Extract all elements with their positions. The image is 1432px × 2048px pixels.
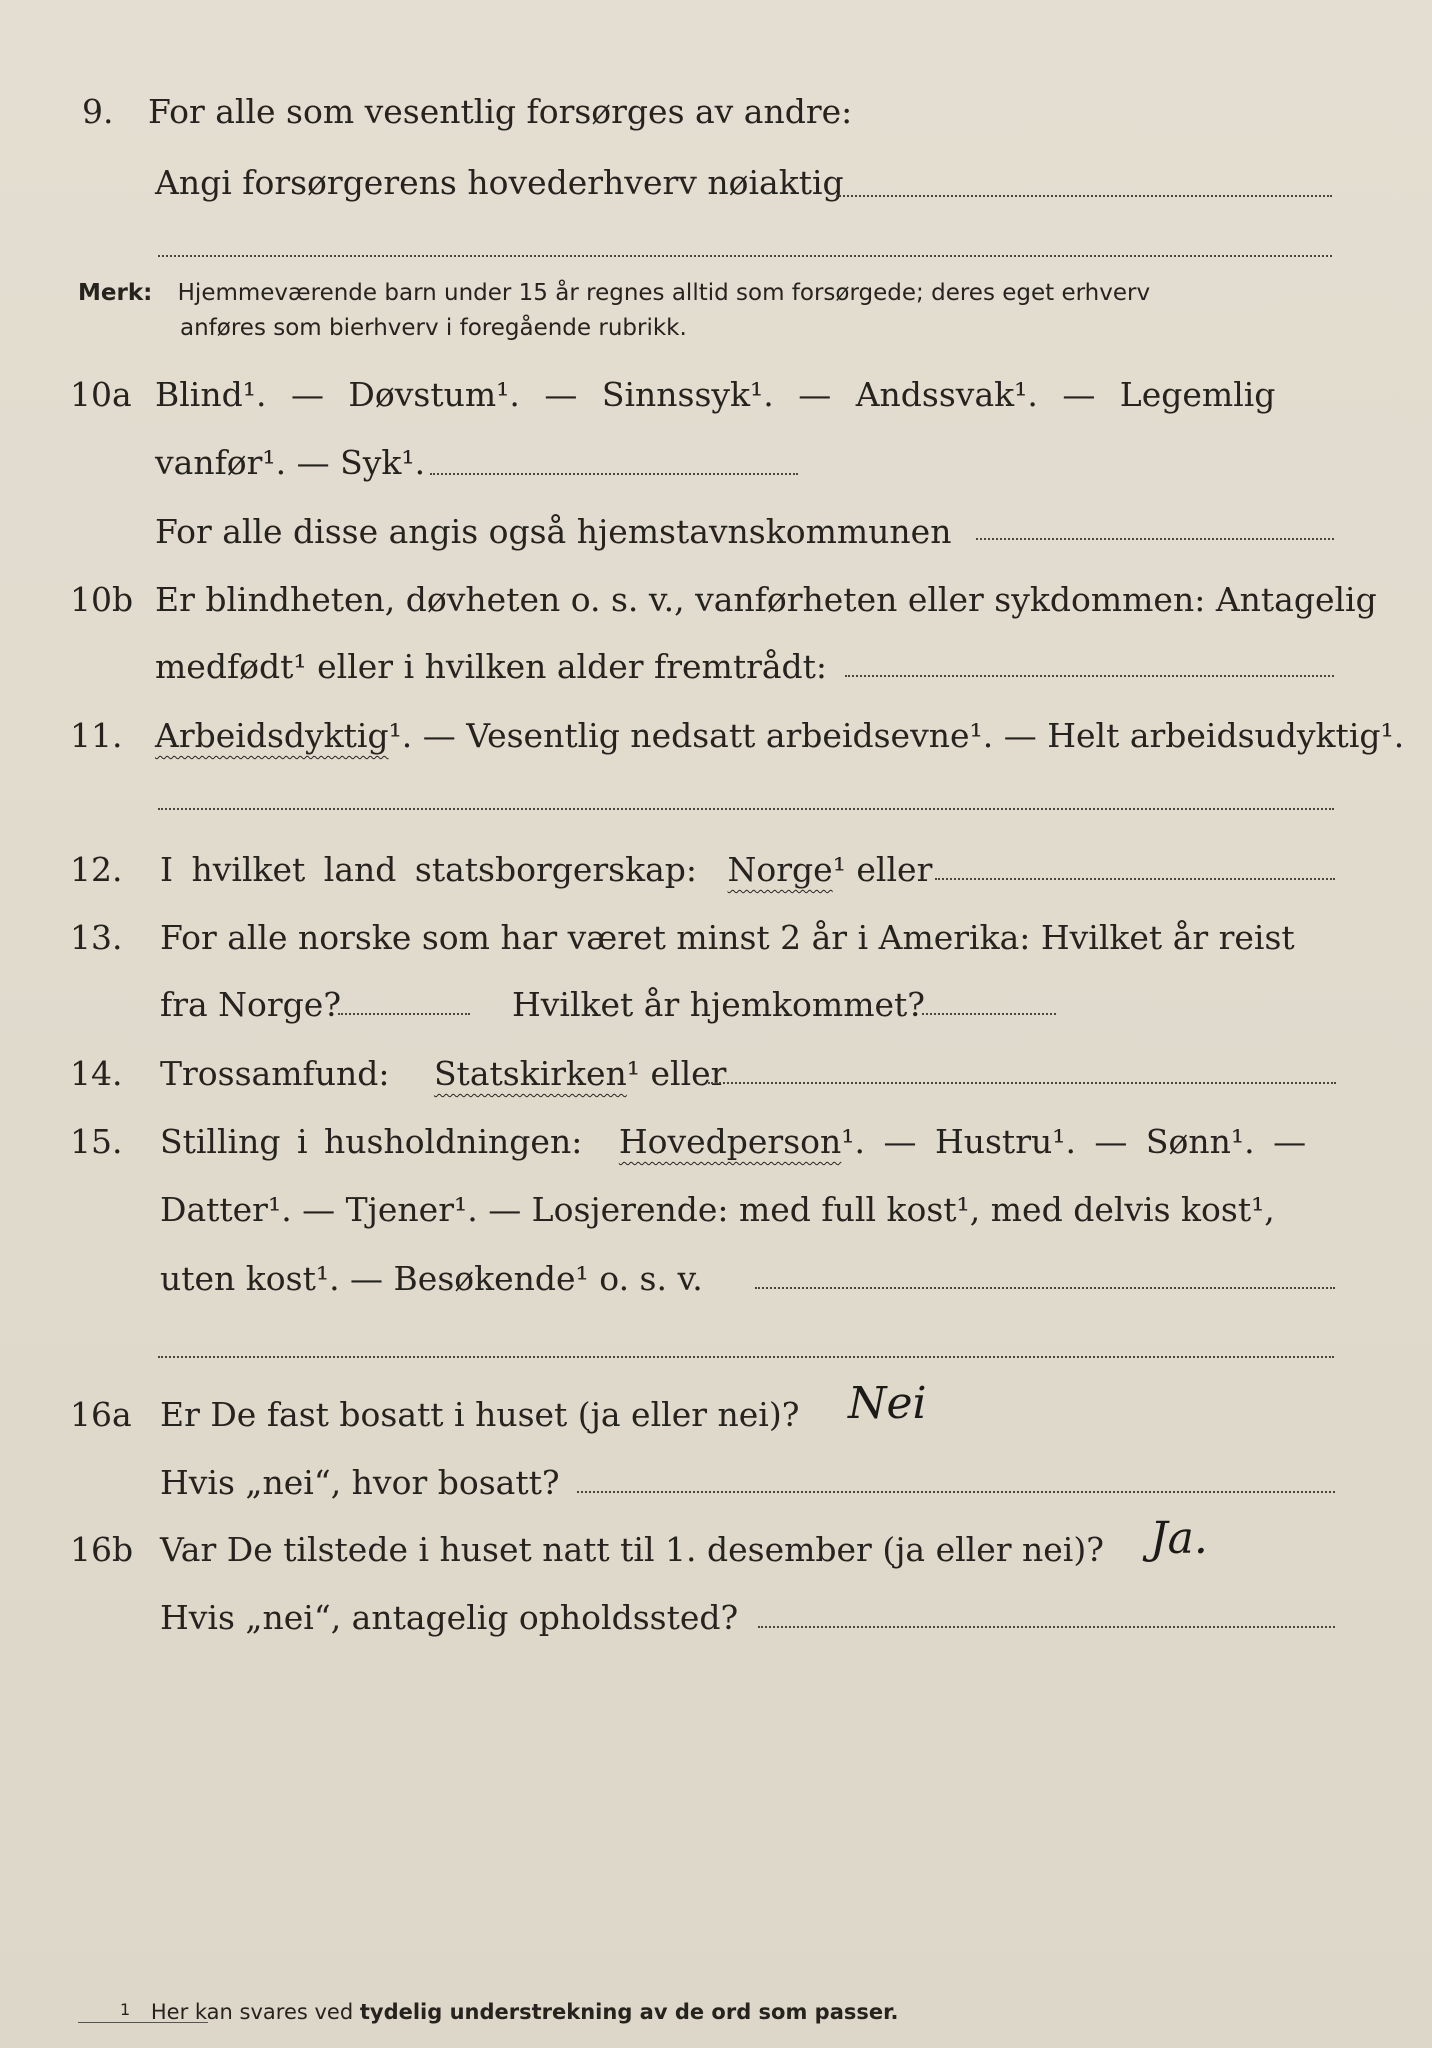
q16a-residence-field[interactable]: [577, 1491, 1335, 1493]
q9-line1: For alle som vesentlig forsørges av andre:: [148, 92, 853, 131]
merk-note-line1: [78, 280, 1150, 306]
q10b-number: 10b: [70, 580, 134, 619]
q10a-line2: vanfør¹. — Syk¹.: [155, 443, 426, 482]
q11-rest: ¹. — Vesentlig nedsatt arbeidsevne¹. — Helt arbeidsudyktig¹.: [388, 716, 1405, 755]
footnote: [120, 2000, 898, 2024]
footnote-text: Her kan svares ved: [150, 2000, 354, 2024]
q16b-handwritten-answer[interactable]: Ja.: [1150, 1513, 1208, 1564]
q11-line: [155, 716, 1404, 755]
q13-number: 13.: [70, 918, 123, 957]
q14-question: Trossamfund:: [160, 1054, 390, 1093]
q11-extra-field[interactable]: [158, 808, 1334, 810]
q10b-line2: medfødt¹ eller i hvilken alder fremtrådt:: [155, 647, 828, 686]
q13-departure-year-field[interactable]: [338, 1013, 470, 1015]
q10a-sick-field[interactable]: [430, 473, 798, 475]
q12-post: ¹ eller: [832, 850, 933, 889]
merk-text-line1: Hjemmeværende barn under 15 år regnes alltid som forsørgede; deres eget erhverv: [177, 280, 1151, 306]
q15-option-hovedperson[interactable]: Hovedperson: [618, 1122, 842, 1161]
q15-number: 15.: [70, 1122, 123, 1161]
q12-country-field[interactable]: [935, 878, 1335, 880]
q9-line2: Angi forsørgerens hovederhverv nøiaktig: [155, 163, 844, 202]
q10a-number: 10a: [70, 375, 132, 414]
q16a-number: 16a: [70, 1395, 132, 1434]
q10b-line1: Er blindheten, døvheten o. s. v., vanførheten eller sykdommen: Antagelig: [155, 580, 1377, 619]
q16b-line2: Hvis „nei“, antagelig opholdssted?: [160, 1598, 739, 1637]
q14-post: ¹ eller: [626, 1054, 727, 1093]
q16a-line2: Hvis „nei“, hvor bosatt?: [160, 1463, 560, 1502]
q13-line1: For alle norske som har været minst 2 år i Amerika: Hvilket år reist: [160, 918, 1295, 957]
q12-line: [160, 850, 932, 889]
q9-extra-answer-field[interactable]: [158, 255, 1332, 257]
q16b-line1: Var De tilstede i huset natt til 1. desember (ja eller nei)?: [160, 1530, 1104, 1569]
q15-line2: Datter¹. — Tjener¹. — Losjerende: med full kost¹, med delvis kost¹,: [160, 1190, 1275, 1229]
q15-line3: uten kost¹. — Besøkende¹ o. s. v.: [160, 1259, 703, 1298]
q14-denomination-field[interactable]: [708, 1082, 1336, 1084]
q14-number: 14.: [70, 1054, 123, 1093]
q12-option-norge[interactable]: Norge: [727, 850, 833, 889]
q10a-line1: Blind¹. — Døvstum¹. — Sinnssyk¹. — Andssvak¹. — Legemlig: [155, 375, 1276, 414]
q15-question: Stilling i husholdningen:: [160, 1122, 583, 1161]
q13-line2b: Hvilket år hjemkommet?: [512, 985, 925, 1024]
q14-option-statskirken[interactable]: Statskirken: [433, 1054, 627, 1093]
q9-number: 9.: [82, 92, 114, 131]
merk-label: Merk:: [78, 280, 153, 306]
q16a-handwritten-answer[interactable]: Nei: [848, 1378, 927, 1429]
footnote-mark: 1: [120, 2000, 131, 2019]
merk-text-line2: anføres som bierhverv i foregående rubrikk.: [180, 315, 687, 341]
q11-number: 11.: [70, 716, 123, 755]
q10b-age-field[interactable]: [845, 675, 1334, 677]
q12-question: I hvilket land statsborgerskap:: [160, 850, 698, 889]
footnote-bold-text: tydelig understrekning av de ord som passer.: [359, 2000, 899, 2024]
q16b-number: 16b: [70, 1530, 134, 1569]
q16a-line1: Er De fast bosatt i huset (ja eller nei)?: [160, 1395, 800, 1434]
q15-line1: [160, 1122, 1306, 1161]
q9-answer-field[interactable]: [836, 195, 1332, 197]
q13-line2a: fra Norge?: [160, 985, 342, 1024]
q15-extra-field[interactable]: [158, 1356, 1334, 1358]
q15-household-field[interactable]: [755, 1287, 1335, 1289]
q10a-line3: For alle disse angis også hjemstavnskommunen: [155, 512, 952, 551]
q11-option-arbeidsdyktig[interactable]: Arbeidsdyktig: [155, 716, 389, 755]
q14-line: [160, 1054, 726, 1093]
q15-line1-rest: ¹. — Hustru¹. — Sønn¹. —: [841, 1122, 1307, 1161]
q16b-whereabouts-field[interactable]: [758, 1626, 1335, 1628]
q12-number: 12.: [70, 850, 123, 889]
q10a-home-municipality-field[interactable]: [976, 538, 1334, 540]
q13-return-year-field[interactable]: [922, 1013, 1056, 1015]
